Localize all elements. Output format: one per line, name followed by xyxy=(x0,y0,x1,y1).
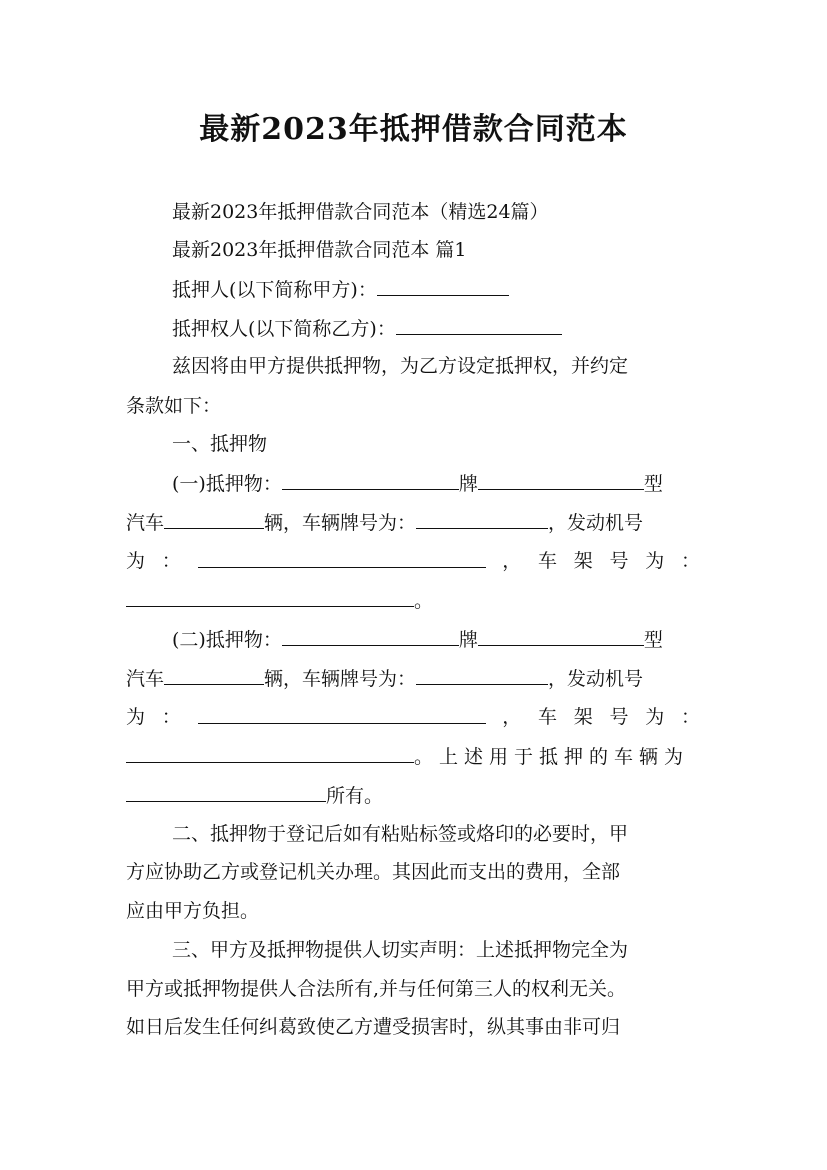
blank xyxy=(164,510,264,529)
used-for-text: 。上述用于抵押的车辆为 xyxy=(414,746,690,768)
engine-label: ，发动机号 xyxy=(548,512,644,534)
period-text: 。 xyxy=(414,590,434,612)
item1-line-4 xyxy=(126,588,433,613)
blank xyxy=(478,471,644,490)
frame-char: 为 xyxy=(645,706,665,728)
item2-line-4 xyxy=(126,744,689,769)
blank xyxy=(164,666,264,685)
frame-char: 为 xyxy=(645,550,665,572)
comma-text: ， xyxy=(502,706,522,728)
item2-line-3 xyxy=(126,705,700,729)
item1-line-1 xyxy=(172,471,663,496)
clause2-line-2: 方应协助乙方或登记机关办理。其因此而支出的费用，全部 xyxy=(126,861,621,883)
frame-char: 架 xyxy=(573,550,593,572)
car-text: 汽车 xyxy=(126,512,165,534)
frame-char: ： xyxy=(680,706,700,728)
brand-text: 牌 xyxy=(458,629,478,651)
item1-line-2 xyxy=(126,510,643,535)
model-text: 型 xyxy=(643,629,663,651)
frame-char: 车 xyxy=(537,550,557,572)
frame-char: 号 xyxy=(609,706,629,728)
frame-char: 车 xyxy=(537,706,557,728)
intro-line-1: 兹因将由甲方提供抵押物，为乙方设定抵押权，并约定 xyxy=(172,355,629,377)
item1-prefix: (一)抵押物： xyxy=(172,473,282,495)
item2-line-1 xyxy=(172,627,663,652)
wei-text: 为 xyxy=(126,550,146,572)
item2-prefix: (二)抵押物： xyxy=(172,629,282,651)
clause2-line-1: 二、抵押物于登记后如有粘贴标签或烙印的必要时，甲 xyxy=(172,823,629,845)
clause3-line-1: 三、甲方及抵押物提供人切实声明：上述抵押物完全为 xyxy=(172,939,629,961)
wei-text: 为 xyxy=(126,706,146,728)
item2-line-5 xyxy=(126,783,383,808)
blank xyxy=(126,744,414,763)
clause3-line-3: 如日后发生任何纠葛致使乙方遭受损害时，纵其事由非可归 xyxy=(126,1016,621,1038)
frame-char: 号 xyxy=(609,550,629,572)
brand-text: 牌 xyxy=(458,473,478,495)
blank xyxy=(416,666,548,685)
blank xyxy=(126,588,414,607)
item1-line-3 xyxy=(126,549,700,573)
intro-line-2: 条款如下： xyxy=(126,395,222,417)
mortgagee-line xyxy=(172,316,562,341)
frame-char: ： xyxy=(680,550,700,572)
clause2-line-3: 应由甲方负担。 xyxy=(126,900,260,922)
comma-text: ， xyxy=(502,550,522,572)
mortgagor-label: 抵押人(以下简称甲方)： xyxy=(172,279,377,301)
mortgagor-blank xyxy=(377,277,509,296)
blank xyxy=(282,471,459,490)
mortgagor-line xyxy=(172,277,509,302)
blank xyxy=(198,549,486,568)
frame-char: 架 xyxy=(573,706,593,728)
car-text: 汽车 xyxy=(126,668,165,690)
blank xyxy=(416,510,548,529)
model-text: 型 xyxy=(643,473,663,495)
blank xyxy=(126,783,326,802)
item2-line-2 xyxy=(126,666,643,691)
blank xyxy=(198,705,486,724)
blank xyxy=(282,627,459,646)
subtitle: 最新2023年抵押借款合同范本（精选24篇） xyxy=(172,201,549,223)
plate-label: 辆，车辆牌号为： xyxy=(264,512,417,534)
plate-label: 辆，车辆牌号为： xyxy=(264,668,417,690)
mortgagee-blank xyxy=(396,316,562,335)
clause3-line-2: 甲方或抵押物提供人合法所有,并与任何第三人的权利无关。 xyxy=(126,978,627,1000)
mortgagee-label: 抵押权人(以下简称乙方)： xyxy=(172,318,396,340)
owned-text: 所有。 xyxy=(326,785,384,807)
colon-text: ： xyxy=(161,706,181,728)
colon-text: ： xyxy=(161,550,181,572)
blank xyxy=(478,627,644,646)
document-title: 最新2023年抵押借款合同范本 xyxy=(199,112,628,147)
clause1-title: 一、抵押物 xyxy=(172,433,268,455)
engine-label: ，发动机号 xyxy=(548,668,644,690)
section-heading: 最新2023年抵押借款合同范本 篇1 xyxy=(172,239,467,261)
